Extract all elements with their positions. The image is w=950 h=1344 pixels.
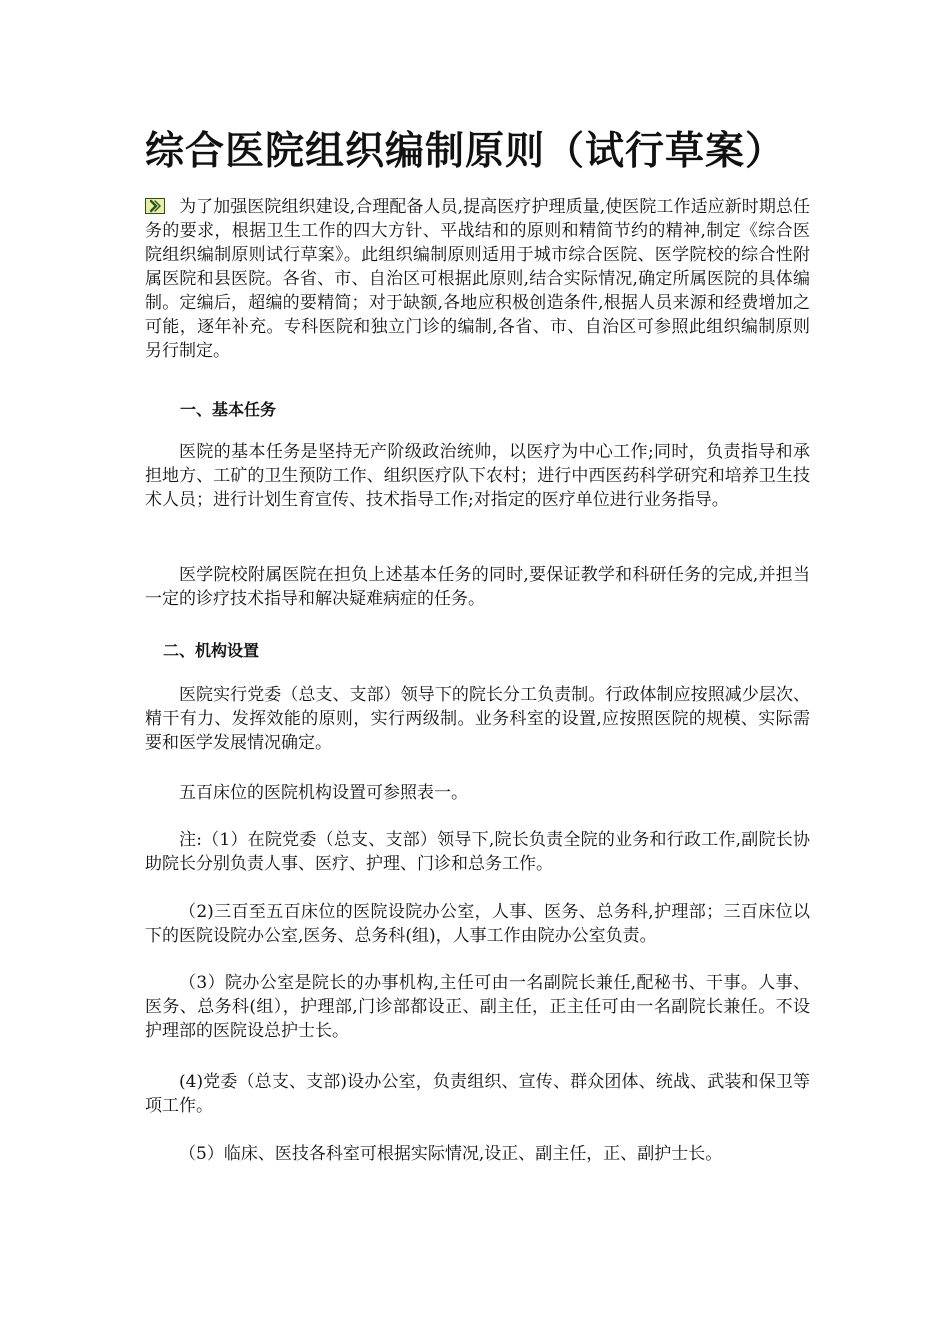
organization-paragraph-2: 五百床位的医院机构设置可参照表一。: [179, 783, 468, 803]
note-4: (4)党委（总支、支部)设办公室，负责组织、宣传、群众团体、统战、武装和保卫等项工作。: [145, 1072, 810, 1116]
document-arrow-icon: [145, 198, 165, 214]
intro-paragraph: [145, 195, 810, 363]
page-title: 综合医院组织编制原则（试行草案）: [145, 129, 786, 174]
section-heading-basic-tasks: 一、基本任务: [180, 400, 277, 419]
note-2: （2)三百至五百床位的医院设院办公室，人事、医务、总务科,护理部；三百床位以下的医院设院办公室,医务、总务科(组)，人事工作由院办公室负责。: [145, 902, 810, 946]
note-5: （5）临床、医技各科室可根据实际情况,设正、副主任，正、副护士长。: [179, 1144, 723, 1164]
intro-text: 为了加强医院组织建设,合理配备人员,提高医疗护理质量,使医院工作适应新时期总任务的要求，根据卫生工作的四大方针、平战结和的原则和精简节约的精神,制定《综合医院组织编制原则试行草案》。此组织编制原则适用于城市综合医院、医学院校的综合性附属医院和县医院。各省、市、自治区可根据此原则,结合实际情况,确定所属医院的具体编制。定编后，超编的要精简；对于缺额,各地应积极创造条件,根据人员来源和经费增加之可能，逐年补充。专科医院和独立门诊的编制,各省、市、自治区可参照此组织编制原则另行制定。: [145, 197, 810, 361]
section-heading-organization: 二、机构设置: [163, 641, 260, 660]
basic-tasks-paragraph-2: 医学院校附属医院在担负上述基本任务的同时,要保证教学和科研任务的完成,并担当一定的诊疗技术指导和解决疑难病症的任务。: [145, 565, 810, 609]
basic-tasks-paragraph-1: 医院的基本任务是坚持无产阶级政治统帅，以医疗为中心工作;同时，负责指导和承担地方、工矿的卫生预防工作、组织医疗队下农村；进行中西医药科学研究和培养卫生技术人员；进行计划生育宣传、技术指导工作;对指定的医疗单位进行业务指导。: [145, 442, 810, 510]
note-3: （3）院办公室是院长的办事机构,主任可由一名副院长兼任,配秘书、干事。人事、医务、总务科(组），护理部,门诊部都设正、副主任，正主任可由一名副院长兼任。不设护理部的医院设总护士长。: [145, 973, 810, 1041]
organization-paragraph-1: 医院实行党委（总支、支部）领导下的院长分工负责制。行政体制应按照减少层次、精干有力、发挥效能的原则，实行两级制。业务科室的设置,应按照医院的规模、实际需要和医学发展情况确定。: [145, 685, 810, 753]
note-1: 注:（1）在院党委（总支、支部）领导下,院长负责全院的业务和行政工作,副院长协助院长分别负责人事、医疗、护理、门诊和总务工作。: [145, 830, 810, 874]
